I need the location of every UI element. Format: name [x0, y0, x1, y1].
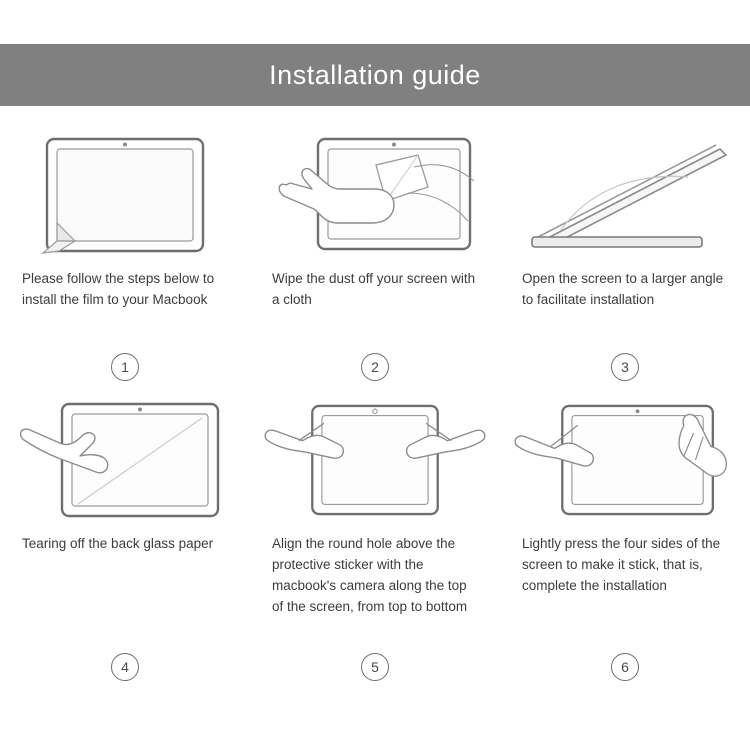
step-2-number: 2: [361, 353, 389, 381]
steps-row-2: [0, 395, 750, 695]
step-4-illustration: [14, 395, 236, 525]
step-card-2: [250, 130, 500, 395]
step-3-illustration: [514, 130, 736, 260]
step-6-number: 6: [611, 653, 639, 681]
step-2-illustration: [264, 130, 486, 260]
step-1-illustration: [14, 130, 236, 260]
step-card-4: [0, 395, 250, 695]
steps-row-1: [0, 130, 750, 395]
step-2-caption: Wipe the dust off your screen with a cloth: [272, 271, 476, 307]
step-5-illustration: [264, 395, 486, 525]
step-4-number: 4: [111, 653, 139, 681]
step-3-caption: Open the screen to a larger angle to facilitate installation: [522, 271, 724, 307]
step-3-number: 3: [611, 353, 639, 381]
step-1-caption: Please follow the steps below to install the film to your Macbook: [22, 271, 215, 307]
step-card-6: [500, 395, 750, 695]
page-title: Installation guide: [269, 59, 481, 90]
step-1-number: 1: [111, 353, 139, 381]
step-card-5: [250, 395, 500, 695]
header-banner: [0, 44, 750, 106]
step-card-1: [0, 130, 250, 395]
step-5-caption: Align the round hole above the protective sticker with the macbook's camera along the top of the screen, from top to bottom: [272, 536, 468, 614]
step-4-caption: Tearing off the back glass paper: [22, 536, 214, 551]
step-6-caption: Lightly press the four sides of the screen to make it stick, that is, complete the installation: [522, 536, 721, 593]
step-6-illustration: [514, 395, 736, 525]
step-5-number: 5: [361, 653, 389, 681]
steps-grid: [0, 130, 750, 695]
step-card-3: [500, 130, 750, 395]
